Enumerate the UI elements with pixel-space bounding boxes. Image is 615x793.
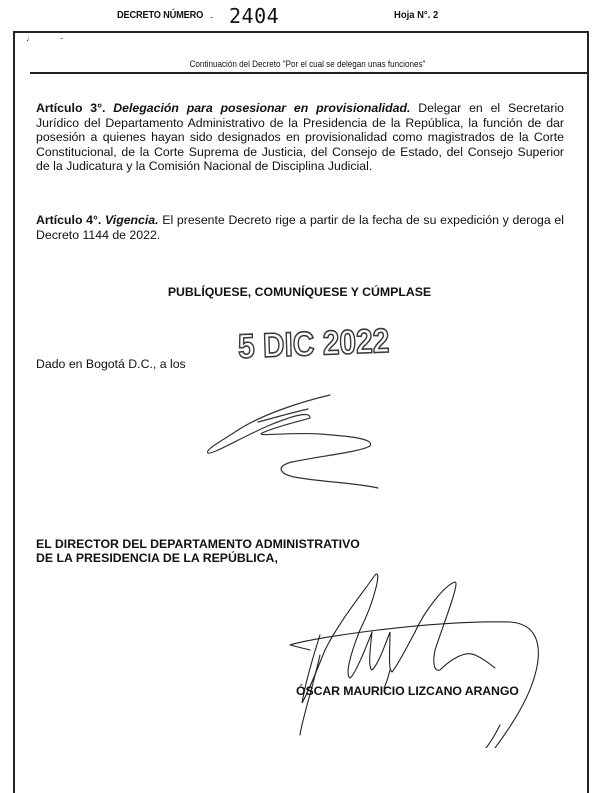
publication-text: PUBLÍQUESE, COMUNÍQUESE Y CÚMPLASE — [167, 285, 432, 299]
continuation-header: Continuación del Decreto "Por el cual se delegan unas funciones" — [189, 59, 426, 69]
signatory-name: ÓSCAR MAURICIO LIZCANO ARANGO — [296, 684, 519, 698]
publication-formula — [0, 285, 615, 299]
article-4-heading: Vigencia. — [105, 213, 159, 227]
header-dash — [210, 17, 213, 18]
signatory-title-line-2: DE LA PRESIDENCIA DE LA REPÚBLICA, — [36, 551, 278, 565]
scan-mark-icon: ♩ — [26, 34, 34, 43]
given-in-location: Dado en Bogotá D.C., a los — [36, 357, 186, 371]
article-4-body: El presente Decreto rige a partir de la fecha de su expedición y deroga el Decreto 1144 de 2022. — [36, 213, 565, 242]
decree-number-label: DECRETO NÚMERO — [117, 9, 204, 21]
article-4 — [36, 213, 564, 242]
director-signature-icon — [250, 560, 550, 748]
article-3 — [36, 101, 564, 174]
article-4-number: Artículo 4°. — [36, 213, 102, 227]
header-rule — [30, 72, 587, 74]
signatory-title-line-1: EL DIRECTOR DEL DEPARTAMENTO ADMINISTRATIVO — [36, 537, 360, 551]
date-stamp: 5 DIC 2022 — [237, 322, 390, 366]
article-3-number: Artículo 3°. — [36, 101, 106, 115]
sheet-number: Hoja N°. 2 — [394, 9, 439, 21]
decree-number: 2404 — [229, 4, 280, 28]
article-3-heading: Delegación para posesionar en provisionalidad. — [113, 101, 411, 115]
president-signature-icon — [180, 380, 380, 490]
article-3-body: Delegar en el Secretario Jurídico del Departamento Administrativo de la Presidencia de la República, la función de dar posesión a quienes hayan sido designados en provisionalidad como magistrados de la Corte Constitucional, de la Corte Suprema de Justicia, del Consejo de Estado, del Consejo Superior de la Judicatura y la Comisión Nacional de Disciplina Judicial. — [36, 101, 565, 173]
scan-artifact — [60, 38, 63, 39]
